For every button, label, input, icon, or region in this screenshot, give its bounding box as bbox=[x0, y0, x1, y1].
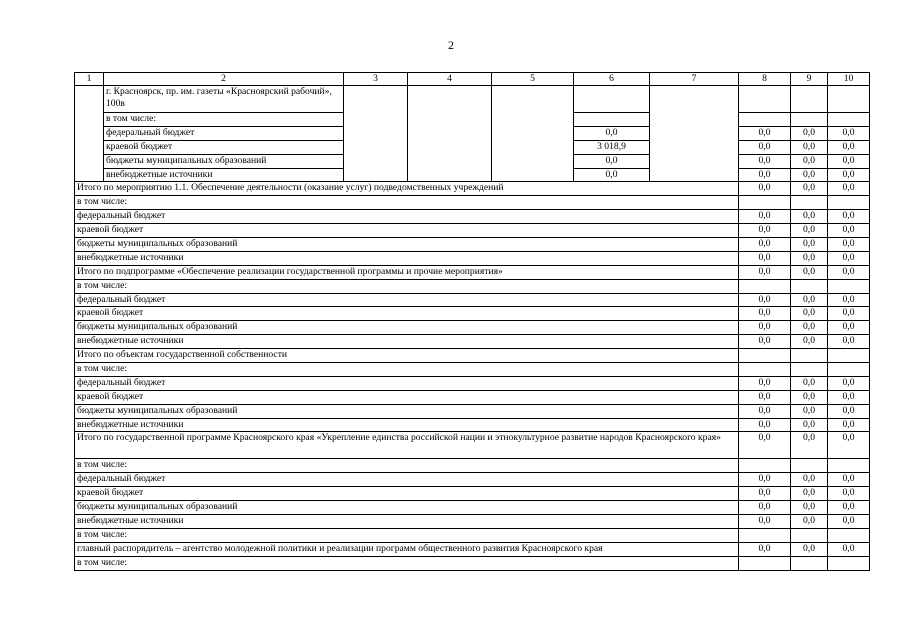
summary-row bbox=[75, 376, 870, 390]
value-col8: 0,0 bbox=[739, 432, 791, 459]
column-number: 8 bbox=[739, 73, 791, 86]
row-label: бюджеты муниципальных образований bbox=[75, 404, 739, 418]
row-label: Итого по объектам государственной собственности bbox=[75, 349, 739, 363]
value-col6: 0,0 bbox=[574, 154, 650, 168]
value-col8: 0,0 bbox=[739, 542, 791, 556]
value-col9 bbox=[791, 528, 828, 542]
value-col8 bbox=[739, 556, 791, 570]
value-col10: 0,0 bbox=[828, 307, 870, 321]
row-label: бюджеты муниципальных образований bbox=[75, 238, 739, 252]
value-col10 bbox=[828, 349, 870, 363]
value-col8 bbox=[739, 459, 791, 473]
value-col10: 0,0 bbox=[828, 335, 870, 349]
row-label: внебюджетные источники bbox=[75, 418, 739, 432]
value-col9: 0,0 bbox=[791, 224, 828, 238]
value-col10: 0,0 bbox=[828, 473, 870, 487]
summary-row bbox=[75, 182, 870, 196]
column-number: 3 bbox=[344, 73, 408, 86]
value-col8 bbox=[739, 279, 791, 293]
value-col6: 3 018,9 bbox=[574, 140, 650, 154]
object-name-row bbox=[75, 86, 870, 113]
value-col10: 0,0 bbox=[828, 542, 870, 556]
value-col8: 0,0 bbox=[739, 390, 791, 404]
value-col10 bbox=[828, 556, 870, 570]
value-col8: 0,0 bbox=[739, 376, 791, 390]
row-label: федеральный бюджет bbox=[75, 210, 739, 224]
value-col8 bbox=[739, 363, 791, 377]
value-col9: 0,0 bbox=[791, 404, 828, 418]
row-label: Итого по подпрограмме «Обеспечение реализации государственной программы и прочие мероприятия» bbox=[75, 265, 739, 279]
column-number: 4 bbox=[408, 73, 492, 86]
value-col9: 0,0 bbox=[791, 154, 828, 168]
blank-cell bbox=[75, 86, 104, 182]
value-col10: 0,0 bbox=[828, 321, 870, 335]
summary-row bbox=[75, 459, 870, 473]
summary-row bbox=[75, 363, 870, 377]
summary-row bbox=[75, 321, 870, 335]
summary-row bbox=[75, 196, 870, 210]
summary-row bbox=[75, 515, 870, 529]
row-label: в том числе: bbox=[75, 528, 739, 542]
value-col9 bbox=[791, 196, 828, 210]
value-col9: 0,0 bbox=[791, 238, 828, 252]
value-col9 bbox=[791, 279, 828, 293]
value-col9: 0,0 bbox=[791, 293, 828, 307]
value-col9: 0,0 bbox=[791, 432, 828, 459]
summary-row bbox=[75, 473, 870, 487]
value-col10: 0,0 bbox=[828, 224, 870, 238]
column-number: 9 bbox=[791, 73, 828, 86]
value-col8: 0,0 bbox=[739, 321, 791, 335]
row-label: Итого по государственной программе Красноярского края «Укрепление единства российской нации и этнокультурное развитие народов Красноярского края» bbox=[75, 432, 739, 459]
value-col8: 0,0 bbox=[739, 182, 791, 196]
budget-table bbox=[74, 72, 870, 571]
summary-row bbox=[75, 224, 870, 238]
value-col9: 0,0 bbox=[791, 307, 828, 321]
column-number: 7 bbox=[650, 73, 739, 86]
blank-cell bbox=[344, 86, 408, 182]
row-label: в том числе: bbox=[75, 459, 739, 473]
value-col8 bbox=[739, 113, 791, 127]
summary-row bbox=[75, 238, 870, 252]
value-col8: 0,0 bbox=[739, 140, 791, 154]
summary-row bbox=[75, 528, 870, 542]
value-col9 bbox=[791, 349, 828, 363]
value-col9 bbox=[791, 363, 828, 377]
value-col6: 0,0 bbox=[574, 126, 650, 140]
summary-row bbox=[75, 293, 870, 307]
summary-row bbox=[75, 404, 870, 418]
summary-row bbox=[75, 251, 870, 265]
value-col10: 0,0 bbox=[828, 404, 870, 418]
column-number: 10 bbox=[828, 73, 870, 86]
value-col10: 0,0 bbox=[828, 418, 870, 432]
row-label: краевой бюджет bbox=[104, 140, 344, 154]
value-col9: 0,0 bbox=[791, 321, 828, 335]
summary-row bbox=[75, 556, 870, 570]
value-col9: 0,0 bbox=[791, 251, 828, 265]
value-col10 bbox=[828, 196, 870, 210]
value-col9 bbox=[791, 459, 828, 473]
row-label: в том числе: bbox=[75, 196, 739, 210]
value-col9: 0,0 bbox=[791, 140, 828, 154]
value-col9: 0,0 bbox=[791, 418, 828, 432]
value-col10 bbox=[828, 363, 870, 377]
value-col8: 0,0 bbox=[739, 154, 791, 168]
value-col10: 0,0 bbox=[828, 238, 870, 252]
value-col9: 0,0 bbox=[791, 182, 828, 196]
blank-cell bbox=[739, 86, 791, 113]
row-label: в том числе: bbox=[75, 556, 739, 570]
row-label: внебюджетные источники bbox=[75, 515, 739, 529]
column-number: 5 bbox=[492, 73, 574, 86]
value-col8: 0,0 bbox=[739, 487, 791, 501]
row-label: в том числе: bbox=[104, 113, 344, 127]
value-col8 bbox=[739, 349, 791, 363]
value-col10 bbox=[828, 113, 870, 127]
value-col8: 0,0 bbox=[739, 473, 791, 487]
value-col10: 0,0 bbox=[828, 515, 870, 529]
value-col10: 0,0 bbox=[828, 432, 870, 459]
value-col8: 0,0 bbox=[739, 293, 791, 307]
value-col10: 0,0 bbox=[828, 265, 870, 279]
value-col9: 0,0 bbox=[791, 335, 828, 349]
row-label: внебюджетные источники bbox=[104, 168, 344, 182]
value-col10: 0,0 bbox=[828, 210, 870, 224]
summary-row bbox=[75, 390, 870, 404]
row-label: в том числе: bbox=[75, 363, 739, 377]
row-label: федеральный бюджет bbox=[75, 473, 739, 487]
value-col9 bbox=[791, 113, 828, 127]
row-label: краевой бюджет bbox=[75, 224, 739, 238]
summary-row bbox=[75, 418, 870, 432]
summary-row bbox=[75, 335, 870, 349]
value-col9: 0,0 bbox=[791, 376, 828, 390]
row-label: внебюджетные источники bbox=[75, 335, 739, 349]
row-label: краевой бюджет bbox=[75, 487, 739, 501]
summary-row bbox=[75, 210, 870, 224]
value-col8: 0,0 bbox=[739, 307, 791, 321]
value-col10: 0,0 bbox=[828, 376, 870, 390]
value-col8 bbox=[739, 196, 791, 210]
row-label: федеральный бюджет bbox=[75, 293, 739, 307]
row-label: бюджеты муниципальных образований bbox=[75, 321, 739, 335]
value-col8: 0,0 bbox=[739, 210, 791, 224]
value-col8: 0,0 bbox=[739, 168, 791, 182]
blank-cell bbox=[492, 86, 574, 182]
summary-row bbox=[75, 501, 870, 515]
value-col10: 0,0 bbox=[828, 126, 870, 140]
row-label: главный распорядитель – агентство молодежной политики и реализации программ общественного развития Красноярского края bbox=[75, 542, 739, 556]
blank-cell bbox=[574, 86, 650, 113]
blank-cell bbox=[650, 86, 739, 182]
value-col8 bbox=[739, 528, 791, 542]
value-col10: 0,0 bbox=[828, 182, 870, 196]
summary-row bbox=[75, 265, 870, 279]
value-col9: 0,0 bbox=[791, 210, 828, 224]
value-col6 bbox=[574, 113, 650, 127]
value-col10: 0,0 bbox=[828, 168, 870, 182]
value-col9: 0,0 bbox=[791, 515, 828, 529]
value-col8: 0,0 bbox=[739, 501, 791, 515]
value-col8: 0,0 bbox=[739, 238, 791, 252]
value-col10 bbox=[828, 528, 870, 542]
summary-row bbox=[75, 279, 870, 293]
row-label: федеральный бюджет bbox=[104, 126, 344, 140]
summary-row bbox=[75, 487, 870, 501]
value-col6: 0,0 bbox=[574, 168, 650, 182]
column-number: 1 bbox=[75, 73, 104, 86]
value-col10: 0,0 bbox=[828, 487, 870, 501]
summary-row bbox=[75, 542, 870, 556]
value-col9: 0,0 bbox=[791, 487, 828, 501]
value-col10: 0,0 bbox=[828, 140, 870, 154]
value-col9: 0,0 bbox=[791, 126, 828, 140]
summary-row bbox=[75, 349, 870, 363]
value-col10: 0,0 bbox=[828, 154, 870, 168]
row-label: бюджеты муниципальных образований bbox=[75, 501, 739, 515]
value-col10: 0,0 bbox=[828, 501, 870, 515]
value-col8: 0,0 bbox=[739, 335, 791, 349]
value-col8: 0,0 bbox=[739, 251, 791, 265]
value-col9 bbox=[791, 556, 828, 570]
row-label: краевой бюджет bbox=[75, 307, 739, 321]
value-col8: 0,0 bbox=[739, 404, 791, 418]
value-col9: 0,0 bbox=[791, 168, 828, 182]
value-col9: 0,0 bbox=[791, 390, 828, 404]
value-col9: 0,0 bbox=[791, 542, 828, 556]
value-col8: 0,0 bbox=[739, 126, 791, 140]
value-col10 bbox=[828, 459, 870, 473]
value-col10: 0,0 bbox=[828, 293, 870, 307]
blank-cell bbox=[408, 86, 492, 182]
summary-row bbox=[75, 432, 870, 459]
value-col8: 0,0 bbox=[739, 515, 791, 529]
row-label: в том числе: bbox=[75, 279, 739, 293]
row-label: бюджеты муниципальных образований bbox=[104, 154, 344, 168]
value-col9: 0,0 bbox=[791, 265, 828, 279]
page-number: 2 bbox=[448, 38, 454, 52]
value-col8: 0,0 bbox=[739, 418, 791, 432]
column-number: 2 bbox=[104, 73, 344, 86]
value-col8: 0,0 bbox=[739, 265, 791, 279]
row-label: Итого по мероприятию 1.1. Обеспечение деятельности (оказание услуг) подведомственных учреждений bbox=[75, 182, 739, 196]
value-col9: 0,0 bbox=[791, 501, 828, 515]
value-col8: 0,0 bbox=[739, 224, 791, 238]
value-col9: 0,0 bbox=[791, 473, 828, 487]
row-label: краевой бюджет bbox=[75, 390, 739, 404]
object-address: г. Красноярск, пр. им. газеты «Красноярский рабочий», 100в bbox=[104, 86, 344, 113]
value-col10 bbox=[828, 279, 870, 293]
column-number: 6 bbox=[574, 73, 650, 86]
blank-cell bbox=[828, 86, 870, 113]
row-label: внебюджетные источники bbox=[75, 251, 739, 265]
blank-cell bbox=[791, 86, 828, 113]
value-col10: 0,0 bbox=[828, 251, 870, 265]
value-col10: 0,0 bbox=[828, 390, 870, 404]
row-label: федеральный бюджет bbox=[75, 376, 739, 390]
column-header-row bbox=[75, 73, 870, 86]
summary-row bbox=[75, 307, 870, 321]
